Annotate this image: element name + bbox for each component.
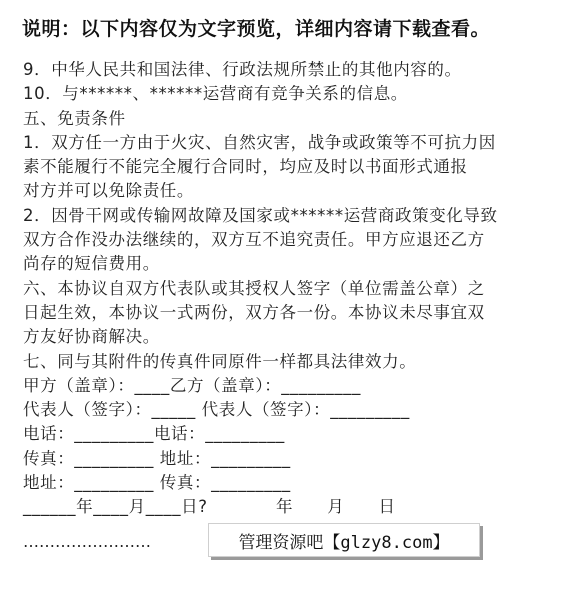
section-7-line: 七、同与其附件的传真件同原件一样都具法律效力。 — [23, 351, 417, 371]
clause-10-line: 10．与******、******运营商有竞争关系的信息。 — [23, 84, 408, 104]
watermark-stamp: 管理资源吧【glzy8.com】 — [208, 523, 480, 557]
section-5-heading: 五、免责条件 — [23, 108, 126, 128]
signature-party-line: 甲方（盖章）：____乙方（盖章）：_________ — [23, 375, 361, 395]
section-6-line-2: 日起生效，本协议一式两份，双方各一份。本协议未尽事宜双 — [23, 302, 485, 322]
phone-line: 电话：_________电话：_________ — [23, 424, 285, 444]
signature-representative-line: 代表人（签字）：_____ 代表人（签字）：_________ — [23, 400, 410, 420]
disclaimer-2-line-1: 2．因骨干网或传输网故障及国家或******运营商政策变化导致 — [23, 205, 498, 225]
section-6-line-3: 方友好协商解决。 — [23, 327, 160, 347]
document-body — [23, 58, 563, 520]
disclaimer-1-line-2: 素不能履行不能完全履行合同时，均应及时以书面形式通报 — [23, 157, 468, 177]
disclaimer-2-line-2: 双方合作没办法继续的，双方互不追究责任。甲方应退还乙方 — [23, 230, 485, 250]
clause-9-line: 9．中华人民共和国法律、行政法规所禁止的其他内容的。 — [23, 60, 462, 79]
footer-ellipsis: …………………… — [23, 532, 151, 551]
disclaimer-1-line-1: 1．双方任一方由于火灾、自然灾害，战争或政策等不可抗力因 — [23, 132, 496, 152]
fax-address-line: 传真：_________ 地址：_________ — [23, 448, 291, 468]
section-6-line-1: 六、本协议自双方代表队或其授权人签字（单位需盖公章）之 — [23, 278, 485, 298]
disclaimer-1-line-3: 对方并可以免除责任。 — [23, 181, 194, 201]
date-line: ______年____月____日? 年 月 日 — [23, 497, 396, 517]
disclaimer-2-line-3: 尚存的短信费用。 — [23, 254, 160, 274]
preview-notice: 说明：以下内容仅为文字预览，详细内容请下载查看。 — [22, 18, 491, 40]
address-fax-line: 地址：_________ 传真：_________ — [23, 473, 291, 493]
